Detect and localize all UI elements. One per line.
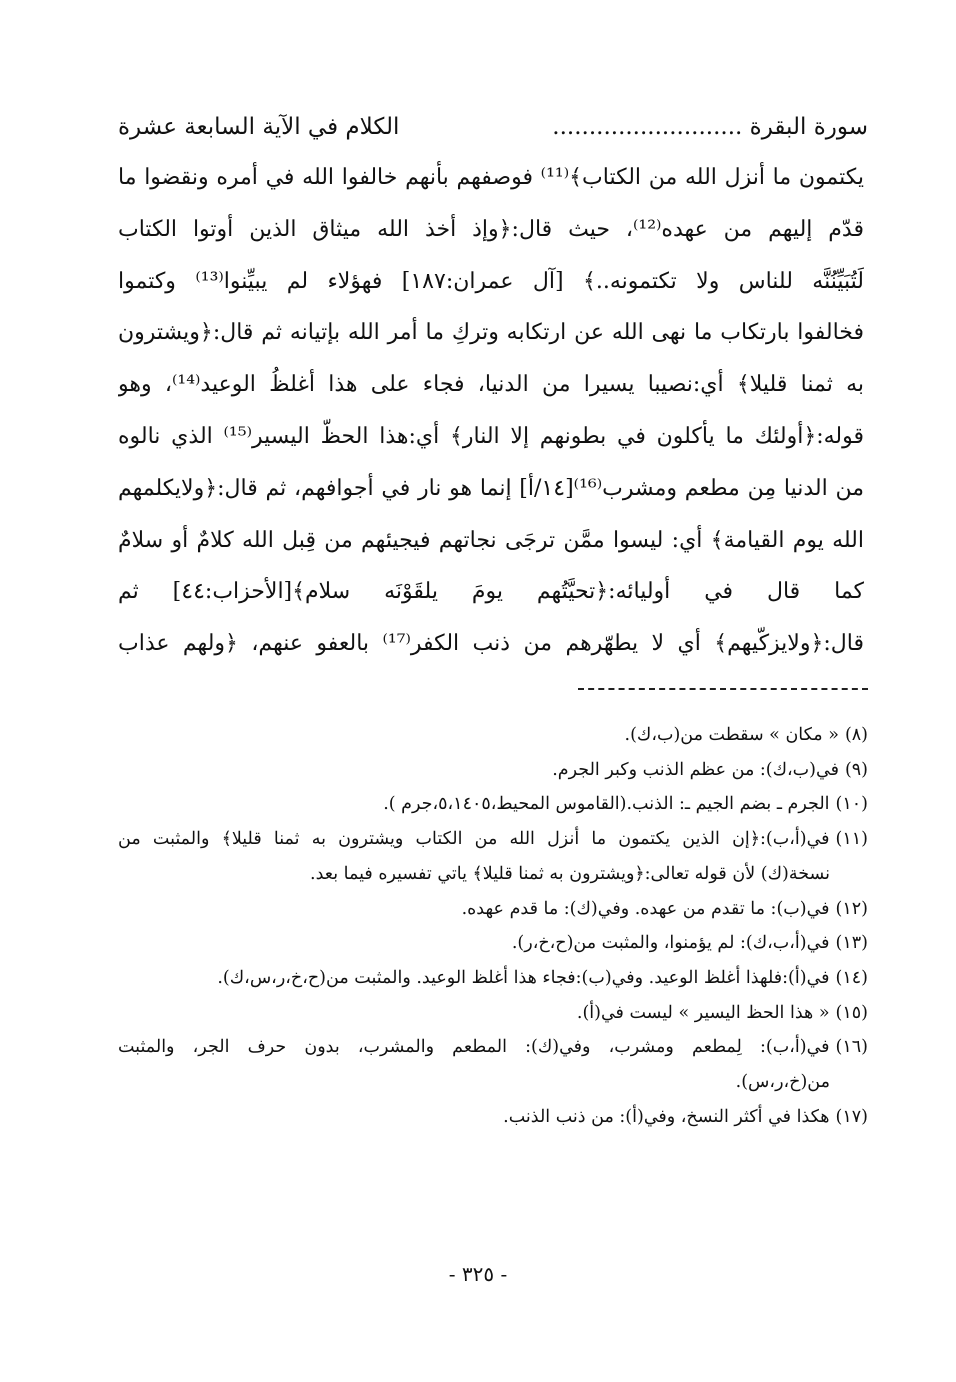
- footnote-text: في(أ):فلهذا أغلظ الوعيد. وفي(ب):فجاء هذا أغلظ الوعيد. والمثبت من(ح،خ،ر،س،ك).: [217, 967, 830, 988]
- footnote: [118, 996, 868, 1031]
- footnote-text: في(ب،ك): من عظم الذنب وكبر الجرم.: [552, 759, 839, 780]
- page-number: - ٣٢٥ -: [448, 1262, 508, 1286]
- footnote: [118, 926, 868, 961]
- header-section: الكلام في الآية السابعة عشرة: [118, 114, 400, 140]
- footnote-text: في(أ،ب):﴿إن الذين يكتمون ما أنزل الله من الكتاب ويشترون به ثمنا قليلا﴾ والمثبت من: [118, 829, 830, 850]
- main-text: [118, 152, 864, 670]
- footnote: [118, 892, 868, 927]
- running-header: [118, 102, 868, 142]
- footnote-continuation: [118, 1065, 868, 1100]
- footnote-number: (١٢): [835, 898, 868, 919]
- footnote-number: (١١): [835, 829, 868, 850]
- text-line: يكتمون ما أنزل الله من الكتاب﴾⁽¹¹⁾ فوصفهم بأنهم خالفوا الله في أمره ونقضوا ما: [118, 165, 864, 190]
- footnote-number: (١٤): [835, 967, 868, 988]
- footnote: [118, 961, 868, 996]
- footnote-text: « هذا الحظ اليسير » ليست في(أ).: [576, 1002, 830, 1023]
- footnote-text: هكذا في أكثر النسخ، وفي(أ): من ذنب الذنب.: [503, 1106, 830, 1127]
- footnote: [118, 1030, 868, 1065]
- footnote-divider: [578, 688, 868, 690]
- footnote-number: (٨): [844, 725, 868, 745]
- footnote: [118, 822, 868, 857]
- footnote-number: (١٦): [835, 1037, 868, 1058]
- footnote-text: الجرم ـ بضم الجيم ـ: الذنب.(القاموس المحيط،٥،١٤٠٥،جرم ).: [383, 794, 830, 815]
- footnote: [118, 753, 868, 788]
- text-line: قال:﴿ولايزكّيهم﴾ أي لا يطهّرهم من ذنب الكفر⁽¹⁷⁾ بالعفو عنهم، ﴿ولهم عذاب: [118, 631, 864, 657]
- footnote-number: (١٥): [835, 1002, 868, 1023]
- footnote: [118, 787, 868, 822]
- footnote: [118, 718, 868, 753]
- text-line: به ثمنا قليلا﴾ أي:نصيبا يسيرا من الدنيا، فجاء على هذا أغلظُ الوعيد⁽¹⁴⁾، وهو: [118, 372, 864, 398]
- text-line: لَتُبَيِّنُنَّه للناس ولا تكتمونه..﴾ [آل عمران:١٨٧] فهؤلاء لم يبيِّنوا⁽¹³⁾ وكتموا: [118, 268, 864, 294]
- footnote-continuation: [118, 857, 868, 892]
- footnotes: [118, 718, 868, 1134]
- footnote-text: « مكان » سقطت من(ب،ك).: [624, 725, 839, 745]
- header-surah: سورة البقرة ..........................: [552, 114, 868, 140]
- footnote-number: (١٠): [835, 794, 868, 815]
- text-line: كما قال في أوليائه:﴿تحيَّتُهم يومَ يلقَوْنَه سلام﴾[الأحزاب:٤٤] ثم: [118, 579, 864, 605]
- text-line: من الدنيا مِن مطعم ومشرب⁽¹⁶⁾[١٤/أ] إنما هو نار في أجوافهم، ثم قال:﴿ولايكلمهم: [118, 475, 864, 501]
- text-line: قدّم إليهم من عهده⁽¹²⁾، حيث قال:﴿وإذ أخذ الله ميثاق الذين أوتوا الكتاب: [118, 216, 864, 242]
- text-line: قوله:﴿أولئك ما يأكلون في بطونهم إلا النار﴾ أي:هذا الحظّ اليسير⁽¹⁵⁾ الذي نالوه: [118, 423, 864, 449]
- footnote-number: (٩): [844, 759, 868, 780]
- footnote-text: في(أ،ب،ك): لم يؤمنوا، والمثبت من(ح،خ،ر).: [511, 933, 830, 954]
- footnote-number: (١٧): [835, 1106, 868, 1127]
- footnote-text: نسخة(ك) لأن قوله تعالى:﴿ويشترون به ثمنا قليلا﴾ ياتي تفسيره فيما بعد.: [310, 863, 830, 884]
- footnote: [118, 1100, 868, 1135]
- footnote-number: (١٣): [835, 933, 868, 954]
- footnote-text: من(خ،ر،س).: [735, 1072, 830, 1093]
- text-line: الله يوم القيامة﴾ أي: ليسوا ممَّن ترجَى نجاتهم فيجيئهم من قِبل الله كلامٌ أو سلامٌ: [118, 527, 864, 553]
- footnote-text: في(أ،ب): لِمطعم ومشرب، وفي(ك): المطعم والمشرب، بدون حرف الجر، والمثبت: [118, 1037, 830, 1058]
- footnote-text: في(ب): ما تقدم من عهده. وفي(ك): ما قدم عهده.: [461, 898, 830, 919]
- text-line: فخالفوا بارتكاب ما نهى الله عن ارتكابه وتركِ ما أمر الله بإتيانه ثم قال:﴿ويشترون: [118, 320, 864, 346]
